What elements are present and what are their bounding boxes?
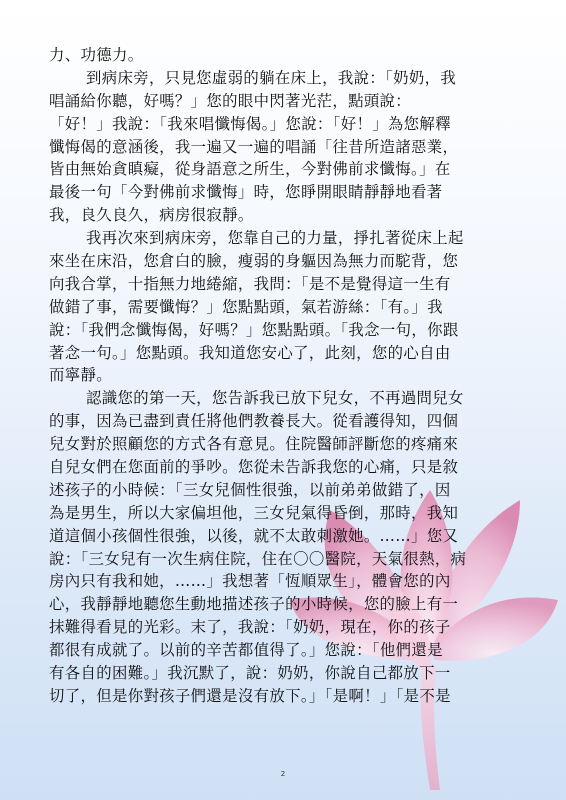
paragraph-first-line: 到病床旁，只見您虛弱的躺在床上，我說：「奶奶，我 [86,68,457,87]
text-line: 為是男生，所以大家偏坦他，三女兒氣得昏倒，那時，我知 [49,503,459,522]
text-line: 房內只有我和她，……」我想著「恆順眾生」，體會您的內 [49,572,451,591]
text-line: 說：「三女兒有一次生病住院，住在〇〇醫院，天氣很熱，病 [49,549,467,568]
text-line: 懺悔偈的意涵後，我一遍又一遍的唱誦「往昔所造諸惡業， [49,137,459,156]
text-line: 唱誦給你聽，好嗎？」您的眼中閃著光茫，點頭說： [49,91,412,110]
page-number: 2 [280,770,286,778]
text-line: 心，我靜靜地聽您生動地描述孩子的小時候，您的臉上有一 [49,595,459,614]
text-line: 著念一句。」您點頭。我知道您安心了，此刻，您的心自由 [49,343,451,362]
text-line: 有各自的困難。」我沉默了，說：奶奶，你說自己都放下一 [49,664,451,683]
text-line: 的事，因為已盡到責任將他們教養長大。從看護得知，四個 [49,412,459,431]
text-line: 「好！」我說：「我來唱懺悔偈。」您說：「好！」為您解釋 [49,114,451,133]
text-line: 都很有成就了。以前的辛苦都值得了。」您說：「他們還是 [49,641,443,660]
text-line: 來坐在床沿，您倉白的臉，瘦弱的身軀因為無力而駝背，您 [49,252,459,271]
text-line: 述孩子的小時候：「三女兒個性很強，以前弟弟做錯了，因 [49,480,451,499]
text-line: 而寧靜。 [49,366,112,385]
paragraph-first-line: 我再次來到病床旁，您靠自己的力量，掙扎著從床上起 [86,229,464,248]
paragraph-first-line: 認識您的第一天，您告訴我已放下兒女，不再過問兒女 [86,389,464,408]
text-line: 我，良久良久，病房很寂靜。 [49,206,254,225]
text-line: 力、功德力。 [49,46,144,64]
document-body [49,44,519,708]
text-line: 抹難得看見的光彩。末了，我說：「奶奶，現在，你的孩子 [49,618,451,637]
text-line: 自兒女們在您面前的爭吵。您從未告訴我您的心痛，只是敘 [49,458,459,477]
text-line: 做錯了事，需要懺悔？」您點點頭，氣若游絲：「有。」我 [49,297,443,316]
text-line: 最後一句「今對佛前求懺悔」時，您睜開眼睛靜靜地看著 [49,183,443,202]
text-line: 說：「我們念懺悔偈，好嗎？」您點點頭。「我念一句，你跟 [49,320,459,339]
text-line: 兒女對於照顧您的方式各有意見。住院醫師評斷您的疼痛來 [49,435,459,454]
text-line: 切了，但是你對孩子們還是沒有放下。」「是啊！」「是不是 [49,686,451,705]
text-line: 向我合掌，十指無力地綣縮，我問：「是不是覺得這一生有 [49,274,451,293]
text-line: 道這個小孩個性很強，以後，就不太敢刺激她。……」您又 [49,526,459,545]
text-line: 皆由無始貪瞋癡，從身語意之所生，今對佛前求懺悔。」在 [49,160,451,179]
